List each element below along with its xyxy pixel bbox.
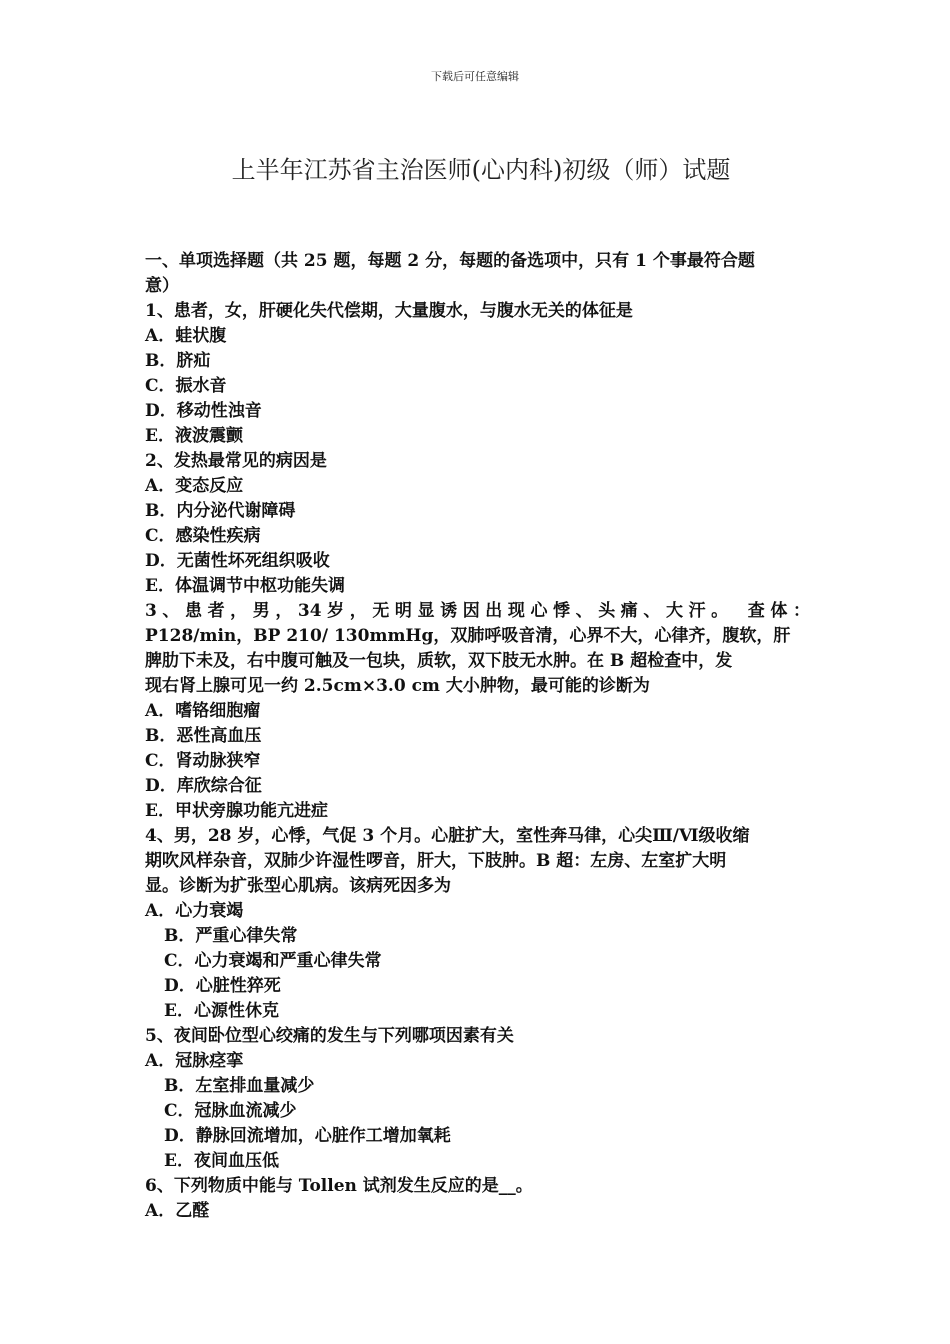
question-5-option-c: C．冠脉血流减少 <box>164 1101 297 1121</box>
document-title: 上半年江苏省主治医师(心内科)初级（师）试题 <box>231 156 731 184</box>
question-2-option-d: D．无菌性坏死组织吸收 <box>145 551 330 571</box>
header-note: 下载后可任意编辑 <box>431 70 519 83</box>
question-2-option-c: C．感染性疾病 <box>145 526 261 546</box>
question-4-stem-line1: 4、男，28 岁，心悸，气促 3 个月。心脏扩大，室性奔马律，心尖Ⅲ/Ⅵ级收缩 <box>145 826 750 846</box>
question-1-option-e: E．液波震颤 <box>145 426 243 446</box>
question-3-stem-line4: 现右肾上腺可见一约 2.5cm×3.0 cm 大小肿物，最可能的诊断为 <box>145 676 650 696</box>
section-heading-line1: 一、单项选择题（共 25 题，每题 2 分，每题的备选项中，只有 1 个事最符合题 <box>145 251 755 271</box>
question-1-option-b: B．脐疝 <box>145 351 211 371</box>
question-5-option-e: E．夜间血压低 <box>164 1151 279 1171</box>
question-4-option-e: E．心源性休克 <box>164 1001 279 1021</box>
question-4-stem-line3: 显。诊断为扩张型心肌病。该病死因多为 <box>145 876 451 896</box>
question-3-option-e: E．甲状旁腺功能亢进症 <box>145 801 328 821</box>
question-2-option-b: B．内分泌代谢障碍 <box>145 501 296 521</box>
question-2-option-a: A．变态反应 <box>145 476 244 496</box>
question-4-option-b: B．严重心律失常 <box>164 926 298 946</box>
question-4-option-c: C．心力衰竭和严重心律失常 <box>164 951 382 971</box>
question-3-option-b: B．恶性高血压 <box>145 726 262 746</box>
question-4-option-a: A．心力衰竭 <box>145 901 244 921</box>
question-3-option-a: A．嗜铬细胞瘤 <box>145 701 261 721</box>
document-body <box>145 249 810 1224</box>
question-3-stem-line2: P128/min，BP 210/ 130mmHg，双肺呼吸音清，心界不大，心律齐，腹软，肝 <box>145 626 791 646</box>
question-3-stem-line3: 脾肋下未及，右中腹可触及一包块，质软，双下肢无水肿。在 B 超检查中，发 <box>145 651 733 671</box>
question-5-option-d: D．静脉回流增加，心脏作工增加氧耗 <box>164 1126 451 1146</box>
question-5-stem: 5、夜间卧位型心绞痛的发生与下列哪项因素有关 <box>145 1026 514 1046</box>
question-5-option-a: A．冠脉痉挛 <box>145 1051 244 1071</box>
section-heading-line2: 意） <box>145 276 179 296</box>
question-4-stem-line2: 期吹风样杂音，双肺少许湿性啰音，肝大，下肢肿。B 超：左房、左室扩大明 <box>145 851 727 871</box>
question-3-stem-line1: 3、患者，男，34岁，无明显诱因出现心悸、头痛、大汗。 查体： <box>145 601 810 621</box>
question-2-option-e: E．体温调节中枢功能失调 <box>145 576 345 596</box>
question-3-option-d: D．库欣综合征 <box>145 776 262 796</box>
question-2-stem: 2、发热最常见的病因是 <box>145 451 327 471</box>
question-1-option-d: D．移动性浊音 <box>145 401 262 421</box>
question-5-option-b: B．左室排血量减少 <box>164 1076 315 1096</box>
question-6-option-a: A．乙醛 <box>145 1201 210 1221</box>
question-1-stem: 1、患者，女，肝硬化失代偿期，大量腹水，与腹水无关的体征是 <box>145 301 633 321</box>
question-6-stem: 6、下列物质中能与 Tollen 试剂发生反应的是__。 <box>145 1176 533 1196</box>
question-3-option-c: C．肾动脉狭窄 <box>145 751 261 771</box>
question-4-option-d: D．心脏性猝死 <box>164 976 281 996</box>
question-1-option-c: C．振水音 <box>145 376 227 396</box>
question-1-option-a: A．蛙状腹 <box>145 326 227 346</box>
